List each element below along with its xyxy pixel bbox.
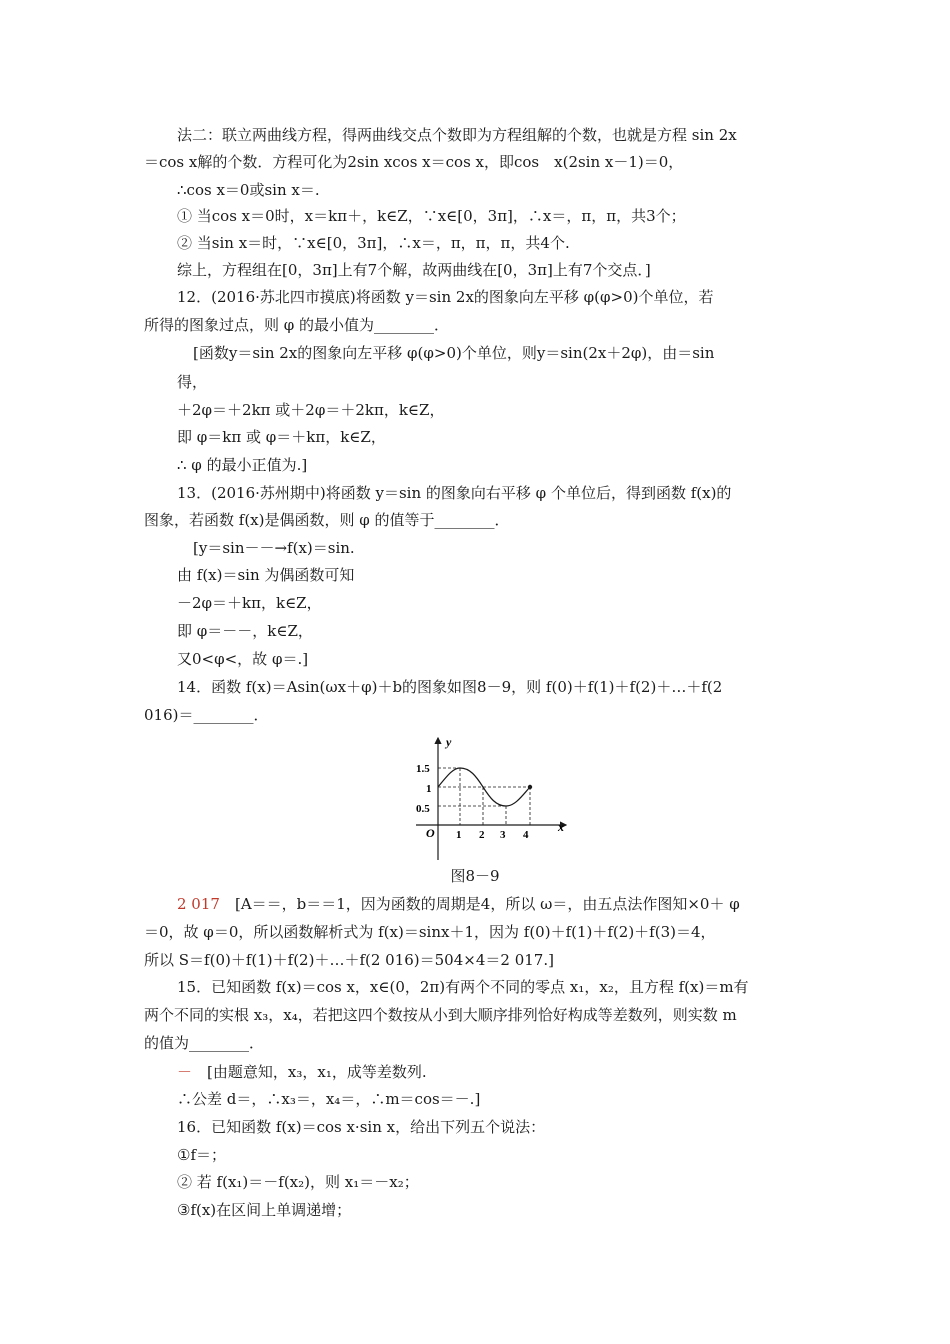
answer-14-line	[177, 894, 740, 914]
x-tick-label: 2	[479, 829, 485, 841]
y-tick-label: 1.5	[416, 763, 430, 775]
guide-lines	[438, 768, 530, 825]
text-line: ② 若 f(x₁)＝－f(x₂)，则 x₁＝－x₂；	[177, 1173, 419, 1191]
x-tick-label: 1	[456, 829, 462, 841]
text-line: 即 φ＝－－，k∈Z，	[177, 622, 313, 640]
text-line: [y＝sin－－→f(x)＝sin.	[193, 539, 355, 557]
text-line: 016)＝________．	[144, 706, 269, 724]
y-tick-label: 0.5	[416, 803, 430, 815]
function-graph-figure	[398, 732, 578, 867]
text-line: [函数y＝sin 2x的图象向左平移 φ(φ>0)个单位，则y＝sin(2x＋2φ)，由＝sin	[193, 344, 715, 362]
origin-label: O	[426, 826, 435, 840]
question-15: 15．已知函数 f(x)＝cos x，x∈(0，2π)有两个不同的零点 x₁，x₂，且方程 f(x)＝m有	[177, 978, 749, 996]
text-line: 所以 S＝f(0)＋f(1)＋f(2)＋…＋f(2 016)＝504×4＝2 017.]	[144, 951, 554, 969]
question-13: 13．(2016·苏州期中)将函数 y＝sin 的图象向右平移 φ 个单位后，得到函数 f(x)的	[177, 484, 732, 502]
text-line: －2φ＝＋kπ，k∈Z，	[177, 594, 322, 612]
text-line: ∴cos x＝0或sin x＝.	[177, 181, 320, 199]
text-line: 即 φ＝kπ 或 φ＝＋kπ，k∈Z，	[177, 428, 386, 446]
question-12: 12．(2016·苏北四市摸底)将函数 y＝sin 2x的图象向左平移 φ(φ>0)个单位，若	[177, 288, 714, 306]
text-line: ③f(x)在区间上单调递增；	[177, 1201, 352, 1219]
text-line: ＋2φ＝＋2kπ 或＋2φ＝＋2kπ，k∈Z，	[177, 401, 445, 419]
text-line: 法二：联立两曲线方程，得两曲线交点个数即为方程组解的个数，也就是方程 sin 2x	[177, 126, 737, 144]
y-axis-label: y	[446, 735, 452, 749]
text-line: 的值为________．	[144, 1034, 265, 1052]
curve-endpoint	[528, 785, 532, 789]
answer-15-line	[177, 1062, 427, 1082]
x-axis-label: x	[558, 820, 564, 834]
text-line: ② 当sin x＝时，∵x∈[0，3π]，∴x＝，π，π，π，共4个.	[177, 234, 570, 252]
x-tick-label: 4	[523, 829, 529, 841]
text-line: ＝cos x解的个数．方程可化为2sin xcos x＝cos x，即cos x(2sin x－1)＝0，	[144, 153, 684, 171]
text-line: ＝0，故 φ＝0，所以函数解析式为 f(x)＝sinx＋1，因为 f(0)＋f(1)＋f(2)＋f(3)＝4，	[144, 923, 716, 941]
solution-text: [由题意知，x₃，x₁，成等差数列.	[207, 1063, 427, 1081]
text-line: 由 f(x)＝sin 为偶函数可知	[177, 566, 355, 584]
text-line: ∴ φ 的最小正值为.]	[177, 456, 308, 474]
text-line: ①f＝；	[177, 1146, 226, 1164]
text-line: 两个不同的实根 x₃，x₄，若把这四个数按从小到大顺序排列恰好构成等差数列，则实数 m	[144, 1006, 737, 1024]
text-line: 又0<φ<，故 φ＝.]	[177, 650, 309, 668]
question-14: 14．函数 f(x)＝Asin(ωx＋φ)＋b的图象如图8－9，则 f(0)＋f(1)＋f(2)＋…＋f(2	[177, 678, 723, 696]
solution-text: [A＝＝，b＝＝1，因为函数的周期是4，所以 ω＝，由五点法作图知×0＋ φ	[234, 895, 740, 913]
x-tick-label: 3	[500, 829, 506, 841]
question-16: 16．已知函数 f(x)＝cos x·sin x，给出下列五个说法：	[177, 1118, 546, 1136]
text-line: ∴公差 d＝，∴x₃＝，x₄＝，∴m＝cos＝－.]	[177, 1090, 481, 1108]
text-line: 得，	[177, 373, 208, 391]
text-line: 图象，若函数 f(x)是偶函数，则 φ 的值等于________．	[144, 511, 510, 529]
text-line: 所得的图象过点，则 φ 的最小值为________．	[144, 316, 450, 334]
answer-15-value: －	[177, 1063, 193, 1081]
text-line: ① 当cos x＝0时，x＝kπ＋，k∈Z，∵x∈[0，3π]，∴x＝，π，π，共3个；	[177, 207, 686, 225]
text-line: 综上，方程组在[0，3π]上有7个解，故两曲线在[0，3π]上有7个交点．]	[177, 261, 651, 279]
y-tick-label: 1	[426, 783, 432, 795]
figure-caption: 图8－9	[450, 867, 500, 885]
answer-14-value: 2 017	[177, 895, 220, 913]
